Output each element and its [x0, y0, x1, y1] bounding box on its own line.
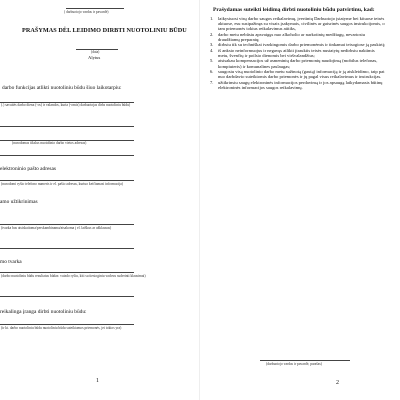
signature-line[interactable]	[260, 360, 350, 361]
list-item: 2. darbo metu nebūsiu apsvaigęs nuo alkoholio ar narkotinių medžiagų, nevartosiu draudžiamų preparatų;	[210, 31, 365, 42]
field2-caption: (nurodomas tikslus nuotolinio darbo vietos adresas)	[12, 141, 87, 145]
field5-caption: (darbo nuotoliniu būdu rezultatus būdas: vaizdo ryšiu, kiti su tiesioginiu vadovu suderinti klausimai)	[1, 274, 146, 278]
task-label: amo užtikrinimas	[0, 199, 38, 205]
list-item: 7. užtikrinsiu saugų elektroninės informacijos perdavimą ir jos apsaugą laikydamasis būtinų elektroninės informacijos saugos reikalavimų.	[210, 79, 383, 90]
field2b-line[interactable]	[0, 155, 134, 156]
confirmation-list	[210, 16, 386, 90]
confirmation-title: Prašydamas suteikti leidimą dirbti nuotoliniu būdu patvirtinu, kad:	[213, 7, 375, 13]
order-label: mo tvarka	[0, 259, 22, 265]
document-title: PRAŠYMAS DĖL LEIDIMO DIRBTI NUOTOLINIU BŪDU	[22, 27, 187, 34]
signature-caption: (darbuotojo vardas ir pavardė, parašas)	[266, 362, 322, 366]
field4b-line[interactable]	[0, 248, 134, 249]
date-caption: (data)	[91, 50, 100, 54]
applicant-name-line[interactable]	[66, 8, 124, 9]
field3-line[interactable]	[0, 180, 134, 181]
field4-line[interactable]	[0, 224, 134, 225]
field6-caption: (ir kt. darbo nuotoliniu būdu nuotoliniu būdu suteikiamos priemonės, jei tokios yra)	[1, 326, 122, 330]
field3-caption: (nurodomi ryšio telefono numeris ir el. pašto adresas, kuriuo keičiamasi informacija)	[1, 182, 123, 186]
document-page-2	[200, 0, 400, 400]
intro-text: darbo funkcijas atlikti nuotoliniu būdu šiuo laikotarpiu:	[2, 85, 122, 91]
field4-caption: (tvarka bus atsiskaitoma/perskambinama/atsakoma į el. laiškus ar užklausas)	[1, 226, 112, 230]
field6-line[interactable]	[0, 324, 134, 325]
list-item: 4. iš anksto neinformuojus ir negavęs atlikti įtrauktis teisės nustatytų nedirbsiu naktimis metu, švenčių ir poilsio dienomis bei viršvalandžius;	[210, 47, 375, 58]
list-item: 6. saugosiu visą nuotolinio darbo metu sužinotą (gautą) informaciją ir ją atskleidimo, taip pat nuo darbdavio suteiktomis darbo priemonės ir jų pagal visus reikalavimus ir instrukcijas.	[210, 68, 385, 80]
page-number-2: 2	[336, 380, 339, 386]
equipment-label: reikalinga įranga dirbti nuotoliniu būdu:	[0, 309, 87, 315]
list-item: 3. dirbsiu tik su techniškai tvarkingomis darbo priemonėmis ir tinkamai teisogiose ją paskirtį;	[210, 42, 386, 48]
list-item: 1. laikysiuosi visų darbo saugos reikalavimų, įvertintų Darbuotojo įstatyme bei kituose teisės aktuose, esu susipažinęs su visais įsakymais, civilinės ar gaisrinės saugos instrukcijomis, o tam priemonės tokius reikalavimus atitiks,	[210, 16, 385, 32]
place-name: Alytus	[88, 55, 101, 60]
field5b-line[interactable]	[0, 296, 134, 297]
field5-line[interactable]	[0, 272, 134, 273]
email-label: elektroninio pašto adresas	[0, 166, 56, 172]
field1b-line[interactable]	[0, 126, 134, 127]
list-item: 5. atsisakau kompensacijos už asmeninių darbo priemonių naudojimą (mobilus telefonas, kompiuteris) ir komunalines paslaugas;	[210, 58, 378, 69]
field1-caption: (.) savaitės darbo diena (-os) ir valandos, kuria (-omis) darbuotojas dirbs nuotoliniu būdu)	[1, 103, 131, 107]
applicant-name-caption: ( darbuotojo vardas ir pavardė)	[64, 10, 109, 14]
page-number-1: 1	[96, 378, 99, 384]
